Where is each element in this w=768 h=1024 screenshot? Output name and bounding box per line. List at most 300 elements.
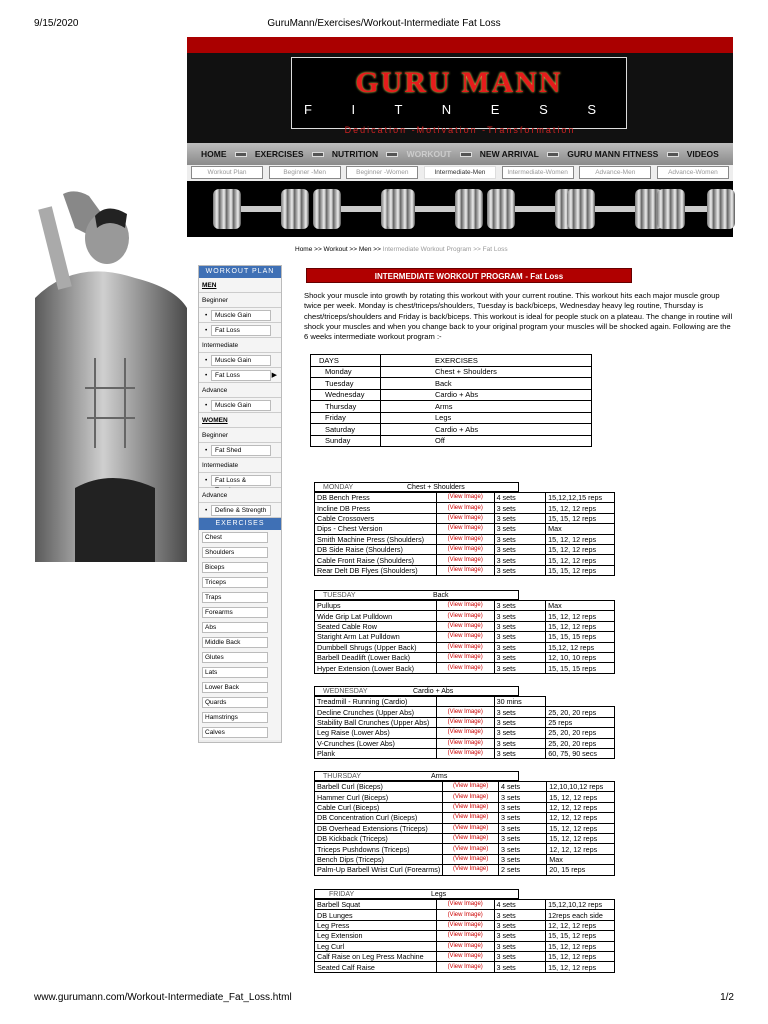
schedule-focus: Chest + Shoulders [381, 366, 592, 378]
workout-focus: Legs [431, 891, 447, 898]
sidebar-link-label: Define & Strength [211, 505, 271, 516]
table-row [315, 717, 615, 727]
exercise-sets: 3 sets [494, 652, 546, 662]
exercise-reps: 15, 12, 12 reps [546, 544, 615, 554]
sidebar-exercise-lats[interactable] [199, 665, 281, 680]
sidebar-exercise-shoulders[interactable] [199, 545, 281, 560]
nav-videos[interactable]: VIDEOS [686, 149, 719, 159]
logo-subtitle: F I T N E S S [303, 102, 615, 117]
exercise-reps: 15, 12, 12 reps [546, 555, 615, 565]
view-image-link[interactable]: (View Image) [443, 844, 499, 854]
view-image-link[interactable]: (View Image) [443, 833, 499, 843]
schedule-focus: Arms [381, 401, 592, 413]
thursday-header [314, 771, 519, 781]
schedule-day: Wednesday [311, 389, 381, 401]
table-row [315, 833, 615, 843]
exercise-reps: 15, 15, 15 reps [546, 632, 615, 642]
view-image-link[interactable]: (View Image) [443, 792, 499, 802]
sidebar-exercise-triceps[interactable] [199, 575, 281, 590]
exercise-reps: 15, 12, 12 reps [546, 621, 615, 631]
banner-red-band [187, 37, 733, 53]
exercise-name: V-Crunches (Lower Abs) [315, 738, 437, 748]
sidebar-women-beginner[interactable]: Beginner [199, 428, 281, 443]
view-image-link[interactable]: (View Image) [443, 802, 499, 812]
table-row [315, 748, 615, 758]
tab-advance-men[interactable]: Advance-Men [579, 166, 651, 179]
exercise-reps: Max [546, 524, 615, 534]
sidebar-men[interactable]: MEN [199, 278, 281, 293]
exercise-name: Incline DB Press [315, 503, 437, 513]
exercise-reps: 15, 15, 12 reps [546, 513, 615, 523]
view-image-link[interactable]: (View Image) [443, 854, 499, 864]
athlete-photo [35, 188, 187, 562]
view-image-link[interactable]: (View Image) [436, 910, 494, 920]
exercise-reps: 15, 12, 12 reps [546, 611, 615, 621]
sidebar-men-advance[interactable]: Advance [199, 383, 281, 398]
exercise-reps: 12reps each side [546, 910, 615, 920]
view-image-link[interactable]: (View Image) [436, 642, 494, 652]
table-row [315, 951, 615, 961]
wednesday-workout-table [314, 696, 615, 759]
table-row [311, 435, 592, 447]
tab-intermediate-women[interactable]: Intermediate-Women [502, 166, 574, 179]
schedule-day: Thursday [311, 401, 381, 413]
monday-workout-table [314, 492, 615, 576]
exercise-sets: 4 sets [494, 493, 546, 503]
exercise-reps: Max [547, 854, 615, 864]
exercise-reps: 25, 20, 20 reps [546, 728, 615, 738]
table-row [315, 642, 615, 652]
workout-day: WEDNESDAY [323, 688, 368, 695]
sidebar-exercise-biceps[interactable] [199, 560, 281, 575]
view-image-link[interactable]: (View Image) [436, 931, 494, 941]
view-image-link[interactable]: (View Image) [436, 663, 494, 673]
exercise-reps: 15, 15, 12 reps [546, 931, 615, 941]
exercise-name: Cable Curl (Biceps) [315, 802, 443, 812]
program-intro: Shock your muscle into growth by rotating this workout with your current routine. This workout hits each major muscle group twice per week. Monday is chest/triceps/shoulders, Tuesday is back/biceps, Wednesday heavy leg routine, Thursday is chest/triceps/shoulders and Friday is back/biceps. This workout is ideal for people stuck on a plateau. The change in routine will shock your muscles and when you change back to your original program your muscles will be shocked again. Following are the 6 weeks intermediate workout program :- [304, 291, 733, 342]
table-row [315, 555, 615, 565]
breadcrumb-current: Intermediate Workout Program >> Fat Loss [382, 246, 508, 253]
sidebar-exercise-label: Abs [202, 622, 268, 633]
table-header-row [311, 355, 592, 367]
tuesday-workout-table [314, 600, 615, 674]
exercise-sets: 3 sets [494, 555, 546, 565]
sidebar-link-label: Fat Loss [211, 325, 271, 336]
exercise-reps: 12, 12, 12 reps [546, 920, 615, 930]
exercise-name: Wide Grip Lat Pulldown [315, 611, 437, 621]
table-row [315, 823, 615, 833]
sidebar-men-beginner-fat-loss[interactable] [199, 323, 281, 338]
workout-focus: Arms [431, 773, 448, 780]
sidebar-link-label: Muscle Gain [211, 355, 271, 366]
sidebar-exercise-label: Forearms [202, 607, 268, 618]
table-row [315, 663, 615, 673]
tagline: Dedication -Motivation -Transformation [344, 125, 576, 135]
tab-beginner-women[interactable]: Beginner -Women [346, 166, 418, 179]
exercise-reps: 15,12, 12 reps [546, 642, 615, 652]
sidebar-exercise-label: Biceps [202, 562, 268, 573]
sidebar-link-label: Fat Shed [211, 445, 271, 456]
sidebar-exercise-label: Quards [202, 697, 268, 708]
nav-workout[interactable]: WORKOUT [406, 149, 452, 159]
exercise-name: DB Overhead Extensions (Triceps) [315, 823, 443, 833]
workout-day: FRIDAY [329, 891, 355, 898]
exercise-sets: 3 sets [494, 565, 546, 575]
nav-separator-icon [235, 152, 247, 157]
exercise-reps: 15, 12, 12 reps [546, 962, 615, 972]
workout-focus: Back [433, 592, 449, 599]
workout-focus: Cardio + Abs [413, 688, 454, 695]
exercise-name: Leg Press [315, 920, 437, 930]
tab-workout-plan[interactable]: Workout Plan [191, 166, 263, 179]
view-image-link[interactable]: (View Image) [436, 748, 494, 758]
wednesday-header [314, 686, 519, 696]
logo-name: GURU MANN [355, 66, 563, 99]
table-row [315, 513, 615, 523]
table-row [311, 401, 592, 413]
exercise-name: Decline Crunches (Upper Abs) [315, 707, 437, 717]
sidebar-exercise-label: Chest [202, 532, 268, 543]
table-row [315, 534, 615, 544]
exercise-sets: 3 sets [494, 707, 546, 717]
tab-advance-women[interactable]: Advance-Women [657, 166, 729, 179]
table-row [315, 632, 615, 642]
view-image-link[interactable]: (View Image) [436, 621, 494, 631]
sidebar-link-label: Muscle Gain [211, 400, 271, 411]
table-row [315, 962, 615, 972]
exercise-name: DB Kickback (Triceps) [315, 833, 443, 843]
table-row [315, 813, 615, 823]
sidebar-exercise-calves[interactable] [199, 725, 281, 740]
exercise-sets: 3 sets [498, 813, 546, 823]
nav-nutrition[interactable]: NUTRITION [331, 149, 379, 159]
view-image-link[interactable]: (View Image) [436, 900, 494, 910]
monday-header [314, 482, 519, 492]
table-row [315, 611, 615, 621]
nav-separator-icon [547, 152, 559, 157]
print-title: GuruMann/Exercises/Workout-Intermediate Fat Loss [267, 18, 501, 29]
exercise-reps: 15, 15, 15 reps [546, 663, 615, 673]
table-row [311, 412, 592, 424]
exercise-sets: 30 mins [494, 697, 546, 707]
exercise-name: Smith Machine Press (Shoulders) [315, 534, 437, 544]
view-image-link[interactable]: (View Image) [436, 513, 494, 523]
exercise-sets: 3 sets [498, 844, 546, 854]
table-row [315, 652, 615, 662]
sidebar-exercise-label: Hamstrings [202, 712, 268, 723]
view-image-link[interactable]: (View Image) [436, 524, 494, 534]
sidebar-men-intermediate[interactable]: Intermediate [199, 338, 281, 353]
exercise-name: Leg Extension [315, 931, 437, 941]
view-image-cell [436, 697, 494, 707]
table-header-days: DAYS [311, 355, 381, 367]
exercise-sets: 3 sets [498, 833, 546, 843]
sidebar-exercise-label: Triceps [202, 577, 268, 588]
exercise-sets: 3 sets [494, 962, 546, 972]
sidebar-men-advance-muscle-gain[interactable] [199, 398, 281, 413]
exercise-name: DB Bench Press [315, 493, 437, 503]
exercise-reps: 25, 20, 20 reps [546, 707, 615, 717]
exercise-sets: 3 sets [498, 823, 546, 833]
nav-home[interactable]: HOME [201, 149, 227, 159]
exercise-reps: 15, 12, 12 reps [546, 503, 615, 513]
exercise-reps: 15, 15, 12 reps [546, 565, 615, 575]
schedule-day: Sunday [311, 435, 381, 447]
table-row [315, 910, 615, 920]
exercise-name: Cable Front Raise (Shoulders) [315, 555, 437, 565]
exercise-name: Staright Arm Lat Pulldown [315, 632, 437, 642]
nav-separator-icon [386, 152, 398, 157]
sidebar-men-intermediate-muscle-gain[interactable] [199, 353, 281, 368]
site-logo[interactable] [291, 57, 627, 129]
table-row [315, 782, 615, 792]
print-page-number: 1/2 [720, 992, 734, 1003]
schedule-day: Friday [311, 412, 381, 424]
exercise-sets: 3 sets [494, 601, 546, 611]
view-image-link[interactable]: (View Image) [436, 652, 494, 662]
sidebar-women[interactable]: WOMEN [199, 413, 281, 428]
sidebar-exercise-traps[interactable] [199, 590, 281, 605]
exercise-name: Leg Curl [315, 941, 437, 951]
sidebar-exercise-middle-back[interactable] [199, 635, 281, 650]
view-image-link[interactable]: (View Image) [436, 534, 494, 544]
table-row [315, 802, 615, 812]
exercise-reps [546, 697, 615, 707]
view-image-link[interactable]: (View Image) [436, 632, 494, 642]
table-row [315, 707, 615, 717]
exercise-reps: 60, 75, 90 secs [546, 748, 615, 758]
dumbbell-icon [387, 189, 487, 229]
dumbbell-icon [657, 189, 737, 229]
sidebar-women-advance[interactable]: Advance [199, 488, 281, 503]
view-image-link[interactable]: (View Image) [436, 707, 494, 717]
sidebar-link-label: Fat Loss [211, 370, 271, 381]
view-image-link[interactable]: (View Image) [443, 813, 499, 823]
sidebar-exercise-label: Shoulders [202, 547, 268, 558]
exercise-name: Barbell Squat [315, 900, 437, 910]
friday-header [314, 889, 519, 899]
view-image-link[interactable]: (View Image) [436, 717, 494, 727]
workout-subtabs [187, 165, 733, 181]
table-row [315, 844, 615, 854]
sidebar-men-beginner[interactable]: Beginner [199, 293, 281, 308]
schedule-focus: Off [381, 435, 592, 447]
sidebar-exercise-glutes[interactable] [199, 650, 281, 665]
view-image-link[interactable]: (View Image) [443, 782, 499, 792]
exercise-reps: Max [546, 601, 615, 611]
exercise-name: Hammer Curl (Biceps) [315, 792, 443, 802]
table-row [315, 865, 615, 875]
exercise-sets: 3 sets [494, 611, 546, 621]
exercise-name: Leg Raise (Lower Abs) [315, 728, 437, 738]
exercise-name: Barbell Curl (Biceps) [315, 782, 443, 792]
thursday-workout-table [314, 781, 615, 876]
view-image-link[interactable]: (View Image) [436, 611, 494, 621]
tab-intermediate-men[interactable]: Intermediate-Men [424, 166, 496, 179]
exercise-name: Dumbbell Shrugs (Upper Back) [315, 642, 437, 652]
sidebar-men-beginner-muscle-gain[interactable] [199, 308, 281, 323]
table-row [315, 900, 615, 910]
view-image-link[interactable]: (View Image) [436, 555, 494, 565]
table-row [315, 697, 615, 707]
exercise-sets: 3 sets [494, 738, 546, 748]
exercise-sets: 3 sets [494, 748, 546, 758]
dumbbell-banner-image [187, 181, 733, 237]
exercise-name: DB Side Raise (Shoulders) [315, 544, 437, 554]
sidebar-exercise-hamstrings[interactable] [199, 710, 281, 725]
sidebar-exercise-label: Middle Back [202, 637, 268, 648]
sidebar-exercise-label: Lower Back [202, 682, 268, 693]
view-image-link[interactable]: (View Image) [436, 493, 494, 503]
exercise-reps: 12, 10, 10 reps [546, 652, 615, 662]
table-row [315, 621, 615, 631]
view-image-link[interactable]: (View Image) [436, 951, 494, 961]
sidebar-women-fat-loss-toning[interactable] [199, 473, 281, 488]
sidebar-exercise-chest[interactable] [199, 530, 281, 545]
exercise-name: Barbell Deadlift (Lower Back) [315, 652, 437, 662]
exercise-name: DB Concentration Curl (Biceps) [315, 813, 443, 823]
table-row [315, 493, 615, 503]
view-image-link[interactable]: (View Image) [436, 920, 494, 930]
exercise-sets: 3 sets [494, 941, 546, 951]
exercise-sets: 3 sets [494, 621, 546, 631]
view-image-link[interactable]: (View Image) [436, 962, 494, 972]
table-row [315, 565, 615, 575]
sidebar-exercises-header: EXERCISES [199, 518, 281, 530]
main-nav [187, 143, 733, 165]
nav-new-arrival[interactable]: NEW ARRIVAL [479, 149, 539, 159]
exercise-sets: 3 sets [494, 632, 546, 642]
view-image-link[interactable]: (View Image) [436, 941, 494, 951]
site-banner [187, 37, 733, 143]
program-title-text: INTERMEDIATE WORKOUT PROGRAM [374, 272, 523, 281]
exercise-sets: 3 sets [494, 642, 546, 652]
friday-workout-table [314, 899, 615, 973]
exercise-name: Seated Calf Raise [315, 962, 437, 972]
exercise-reps: 12, 12, 12 reps [547, 813, 615, 823]
exercise-sets: 2 sets [498, 865, 546, 875]
exercise-reps: 15, 12, 12 reps [546, 534, 615, 544]
view-image-link[interactable]: (View Image) [436, 544, 494, 554]
sidebar-workout-plan-header: WORKOUT PLAN [199, 266, 281, 278]
tab-beginner-men[interactable]: Beginner -Men [269, 166, 341, 179]
schedule-day: Monday [311, 366, 381, 378]
exercise-name: Dips - Chest Version [315, 524, 437, 534]
exercise-reps: 20, 15 reps [547, 865, 615, 875]
dumbbell-icon [567, 189, 667, 229]
exercise-sets: 3 sets [498, 854, 546, 864]
exercise-reps: 15, 12, 12 reps [547, 823, 615, 833]
table-header-exercises: EXERCISES [381, 355, 592, 367]
table-row [315, 601, 615, 611]
view-image-link[interactable]: (View Image) [443, 823, 499, 833]
sidebar [198, 265, 282, 743]
exercise-sets: 3 sets [494, 951, 546, 961]
exercise-name: Treadmill - Running (Cardio) [315, 697, 437, 707]
exercise-name: Calf Raise on Leg Press Machine [315, 951, 437, 961]
exercise-reps: 15, 12, 12 reps [547, 833, 615, 843]
exercise-sets: 3 sets [494, 663, 546, 673]
exercise-reps: 12, 12, 12 reps [547, 802, 615, 812]
exercise-sets: 3 sets [494, 534, 546, 544]
schedule-focus: Cardio + Abs [381, 424, 592, 436]
view-image-link[interactable]: (View Image) [436, 503, 494, 513]
exercise-sets: 3 sets [494, 513, 546, 523]
table-row [311, 366, 592, 378]
table-row [315, 524, 615, 534]
sidebar-women-intermediate[interactable]: Intermediate [199, 458, 281, 473]
exercise-sets: 3 sets [494, 920, 546, 930]
exercise-sets: 3 sets [494, 717, 546, 727]
sidebar-exercise-abs[interactable] [199, 620, 281, 635]
sidebar-men-intermediate-fat-loss[interactable] [199, 368, 281, 383]
exercise-name: Bench Dips (Triceps) [315, 854, 443, 864]
sidebar-exercise-label: Traps [202, 592, 268, 603]
table-row [311, 424, 592, 436]
sidebar-exercise-quards[interactable] [199, 695, 281, 710]
view-image-link[interactable]: (View Image) [443, 865, 499, 875]
table-row [315, 854, 615, 864]
exercise-reps: 12,10,10,12 reps [547, 782, 615, 792]
exercise-reps: 15, 12, 12 reps [546, 951, 615, 961]
exercise-sets: 3 sets [494, 728, 546, 738]
view-image-link[interactable]: (View Image) [436, 565, 494, 575]
exercise-sets: 3 sets [494, 931, 546, 941]
sidebar-women-define-strength[interactable] [199, 503, 281, 518]
program-title [306, 268, 632, 283]
nav-guru-mann-fitness[interactable]: GURU MANN FITNESS [567, 149, 659, 159]
exercise-sets: 4 sets [498, 782, 546, 792]
schedule-focus: Legs [381, 412, 592, 424]
caret-right-icon: ▶ [271, 372, 277, 379]
view-image-link[interactable]: (View Image) [436, 728, 494, 738]
schedule-day: Tuesday [311, 378, 381, 390]
view-image-link[interactable]: (View Image) [436, 738, 494, 748]
nav-separator-icon [312, 152, 324, 157]
exercise-sets: 3 sets [494, 524, 546, 534]
view-image-link[interactable]: (View Image) [436, 601, 494, 611]
sidebar-exercise-lower-back[interactable] [199, 680, 281, 695]
exercise-reps: 15,12,12,15 reps [546, 493, 615, 503]
table-row [311, 389, 592, 401]
exercise-name: DB Lunges [315, 910, 437, 920]
sidebar-exercise-forearms[interactable] [199, 605, 281, 620]
workout-day: THURSDAY [323, 773, 361, 780]
exercise-sets: 3 sets [494, 503, 546, 513]
athlete-figure-icon [35, 188, 187, 562]
sidebar-link-label: Fat Loss & [211, 475, 271, 486]
table-row [315, 941, 615, 951]
nav-exercises[interactable]: EXERCISES [254, 149, 304, 159]
schedule-focus: Cardio + Abs [381, 389, 592, 401]
program-title-sub: - Fat Loss [525, 272, 564, 281]
exercise-sets: 3 sets [494, 910, 546, 920]
exercise-name: Pullups [315, 601, 437, 611]
table-row [315, 792, 615, 802]
breadcrumb-links[interactable]: Home >> Workout >> Men >> [295, 246, 381, 253]
exercise-name: Seated Cable Row [315, 621, 437, 631]
workout-day: TUESDAY [323, 592, 356, 599]
exercise-sets: 4 sets [494, 900, 546, 910]
sidebar-link-label: Muscle Gain [211, 310, 271, 321]
exercise-reps: 15, 12, 12 reps [547, 792, 615, 802]
table-row [315, 738, 615, 748]
table-row [311, 378, 592, 390]
table-row [315, 503, 615, 513]
exercise-name: Stability Ball Crunches (Upper Abs) [315, 717, 437, 727]
exercise-name: Rear Delt DB Flyes (Shoulders) [315, 565, 437, 575]
sidebar-women-fat-shed[interactable] [199, 443, 281, 458]
